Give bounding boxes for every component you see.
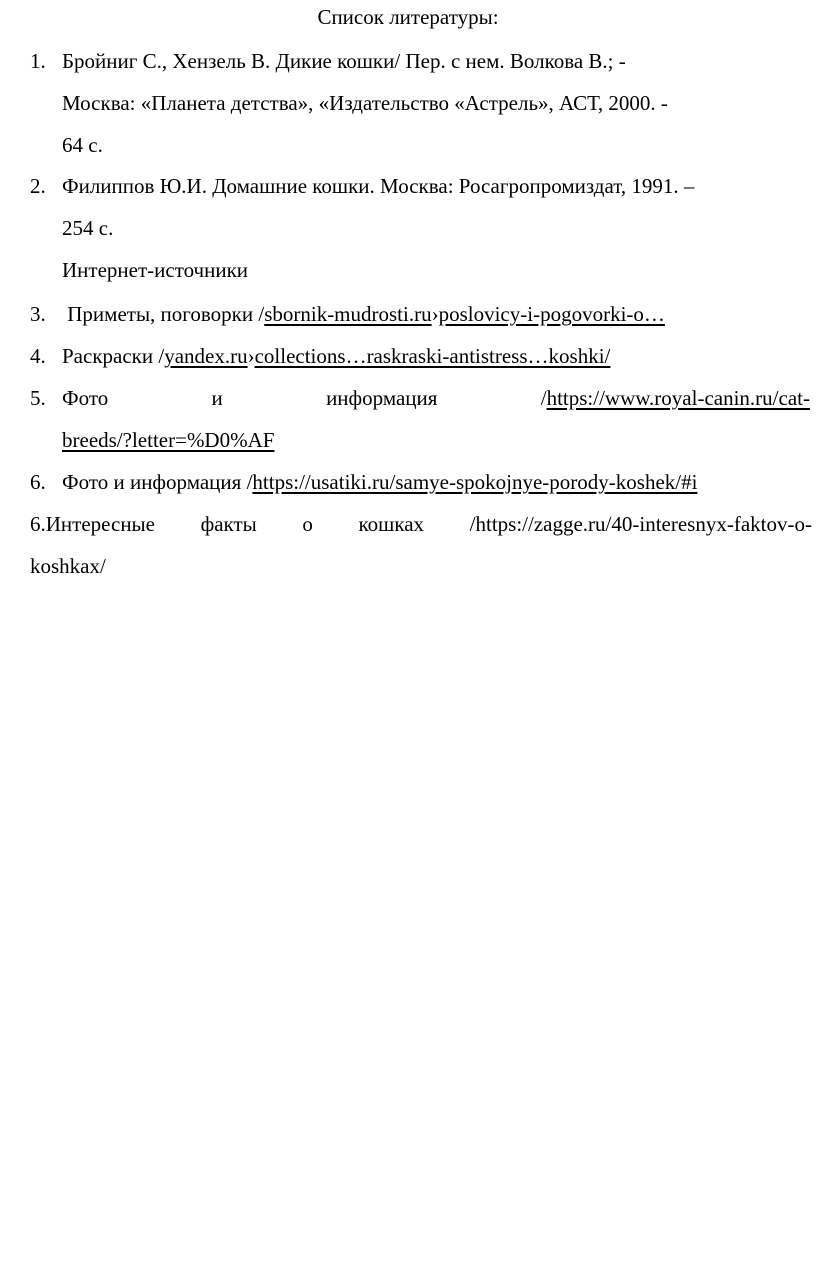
- breadcrumb-separator: ›: [431, 302, 439, 326]
- source-link[interactable]: https://www.royal-canin.ru/cat-: [546, 386, 810, 410]
- item-number: 2.: [30, 174, 46, 198]
- reference-item-4: [30, 335, 810, 377]
- reference-item-3: [30, 293, 810, 335]
- source-link[interactable]: https://usatiki.ru/samye-spokojnye-porody-koshek/#i: [252, 470, 698, 494]
- item-text: Раскраски /: [62, 344, 165, 368]
- item-line: Филиппов Ю.И. Домашние кошки. Москва: Росагропромиздат, 1991. –: [62, 174, 695, 198]
- item-number: 6.: [30, 470, 46, 494]
- item-text: кошках: [358, 512, 425, 536]
- reference-item-7: [30, 503, 812, 587]
- reference-item-2: [30, 165, 810, 249]
- source-link-continuation[interactable]: breeds/?letter=%D0%AF: [62, 428, 275, 452]
- item-number: 3.: [30, 302, 46, 326]
- item-line: 64 с.: [62, 133, 103, 157]
- item-text: информация: [326, 386, 438, 410]
- source-link[interactable]: collections…raskraski-antistress…koshki/: [254, 344, 611, 368]
- source-link[interactable]: yandex.ru: [164, 344, 248, 368]
- reference-item-6: [30, 461, 810, 503]
- source-link[interactable]: poslovicy-i-pogovorki-o…: [438, 302, 665, 326]
- item-number: 1.: [30, 49, 46, 73]
- reference-item-5: [30, 377, 810, 461]
- item-text: о: [302, 512, 313, 536]
- item-text: Фото и информация /: [62, 470, 253, 494]
- item-text: 6.Интересные: [30, 512, 155, 536]
- source-url-text: /https://zagge.ru/40-interesnyx-faktov-o-: [469, 512, 812, 536]
- internet-sources-heading-block: [30, 249, 810, 291]
- item-text: факты: [200, 512, 257, 536]
- item-text: и: [211, 386, 223, 410]
- reference-item-1: [30, 40, 810, 166]
- item-text: Приметы, поговорки /: [62, 302, 265, 326]
- source-link[interactable]: sbornik-mudrosti.ru: [264, 302, 432, 326]
- page-title: Список литературы:: [317, 5, 499, 29]
- item-line: 254 с.: [62, 216, 114, 240]
- item-number: 4.: [30, 344, 46, 368]
- breadcrumb-separator: ›: [247, 344, 255, 368]
- item-line: Бройниг С., Хензель В. Дикие кошки/ Пер. с нем. Волкова В.; -: [62, 49, 626, 73]
- item-number: 5.: [30, 386, 46, 410]
- internet-sources-heading: Интернет-источники: [62, 258, 249, 282]
- item-text: /: [540, 386, 547, 410]
- item-line: Москва: «Планета детства», «Издательство «Астрель», АСТ, 2000. -: [62, 91, 668, 115]
- item-text: Фото: [62, 386, 109, 410]
- source-url-text-continuation: koshkax/: [30, 554, 106, 578]
